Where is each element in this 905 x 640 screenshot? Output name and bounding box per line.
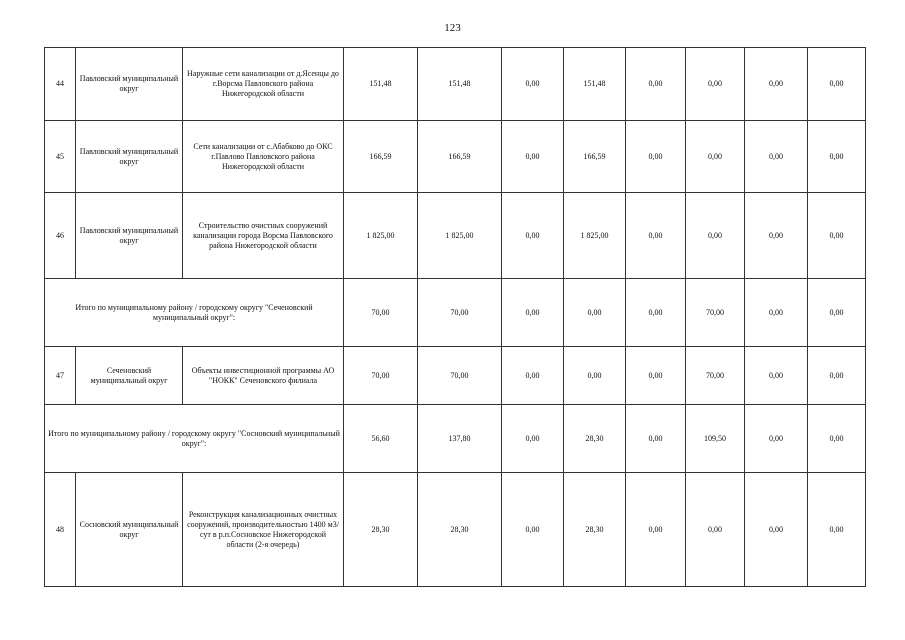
value-cell: 0,00 bbox=[745, 121, 808, 193]
value-cell: 0,00 bbox=[808, 121, 866, 193]
value-cell: 28,30 bbox=[418, 473, 502, 587]
table-row bbox=[45, 193, 866, 279]
object-cell: Реконструкция канализационных очистных сооружений, производительностью 1400 м3/сут в р.п.Сосновское Нижегородской области (2-я очередь) bbox=[183, 473, 344, 587]
value-cell: 151,48 bbox=[344, 48, 418, 121]
total-label: Итого по муниципальному району / городскому округу "Сеченовский муниципальный округ": bbox=[45, 279, 344, 347]
value-cell: 0,00 bbox=[745, 347, 808, 405]
value-cell: 28,30 bbox=[344, 473, 418, 587]
value-cell: 70,00 bbox=[686, 279, 745, 347]
value-cell: 0,00 bbox=[502, 121, 564, 193]
value-cell: 0,00 bbox=[626, 193, 686, 279]
total-row bbox=[45, 279, 866, 347]
budget-table bbox=[44, 47, 866, 587]
value-cell: 0,00 bbox=[808, 347, 866, 405]
row-number: 48 bbox=[45, 473, 76, 587]
value-cell: 137,80 bbox=[418, 405, 502, 473]
value-cell: 166,59 bbox=[344, 121, 418, 193]
value-cell: 70,00 bbox=[344, 279, 418, 347]
value-cell: 28,30 bbox=[564, 405, 626, 473]
municipality-cell: Павловский муниципальный округ bbox=[76, 48, 183, 121]
value-cell: 70,00 bbox=[418, 347, 502, 405]
value-cell: 0,00 bbox=[686, 121, 745, 193]
value-cell: 0,00 bbox=[808, 193, 866, 279]
object-cell: Наружные сети канализации от д.Ясенцы до г.Ворсма Павловского района Нижегородской области bbox=[183, 48, 344, 121]
value-cell: 0,00 bbox=[626, 347, 686, 405]
value-cell: 0,00 bbox=[745, 193, 808, 279]
value-cell: 0,00 bbox=[626, 473, 686, 587]
municipality-cell: Павловский муниципальный округ bbox=[76, 121, 183, 193]
value-cell: 151,48 bbox=[418, 48, 502, 121]
object-cell: Строительство очистных сооружений канализации города Ворсма Павловского района Нижегородской области bbox=[183, 193, 344, 279]
page-number: 123 bbox=[444, 22, 461, 34]
value-cell: 0,00 bbox=[745, 405, 808, 473]
value-cell: 151,48 bbox=[564, 48, 626, 121]
municipality-cell: Павловский муниципальный округ bbox=[76, 193, 183, 279]
value-cell: 0,00 bbox=[745, 279, 808, 347]
value-cell: 0,00 bbox=[626, 48, 686, 121]
municipality-cell: Сосновский муниципальный округ bbox=[76, 473, 183, 587]
object-cell: Объекты инвестиционной программы АО "НОКК" Сеченовского филиала bbox=[183, 347, 344, 405]
value-cell: 56,60 bbox=[344, 405, 418, 473]
value-cell: 0,00 bbox=[808, 48, 866, 121]
value-cell: 0,00 bbox=[808, 405, 866, 473]
value-cell: 0,00 bbox=[686, 473, 745, 587]
total-label: Итого по муниципальному району / городскому округу "Сосновский муниципальный округ": bbox=[45, 405, 344, 473]
total-row bbox=[45, 405, 866, 473]
value-cell: 0,00 bbox=[502, 193, 564, 279]
value-cell: 70,00 bbox=[418, 279, 502, 347]
value-cell: 1 825,00 bbox=[344, 193, 418, 279]
table-row bbox=[45, 48, 866, 121]
value-cell: 109,50 bbox=[686, 405, 745, 473]
value-cell: 166,59 bbox=[564, 121, 626, 193]
value-cell: 1 825,00 bbox=[564, 193, 626, 279]
value-cell: 28,30 bbox=[564, 473, 626, 587]
row-number: 46 bbox=[45, 193, 76, 279]
object-cell: Сети канализации от с.Абабково до ОКС г.Павлово Павловского района Нижегородской области bbox=[183, 121, 344, 193]
value-cell: 0,00 bbox=[564, 279, 626, 347]
value-cell: 0,00 bbox=[686, 48, 745, 121]
value-cell: 0,00 bbox=[502, 279, 564, 347]
value-cell: 0,00 bbox=[502, 405, 564, 473]
value-cell: 0,00 bbox=[564, 347, 626, 405]
value-cell: 0,00 bbox=[502, 48, 564, 121]
value-cell: 0,00 bbox=[808, 473, 866, 587]
row-number: 47 bbox=[45, 347, 76, 405]
value-cell: 1 825,00 bbox=[418, 193, 502, 279]
value-cell: 0,00 bbox=[626, 121, 686, 193]
value-cell: 0,00 bbox=[502, 347, 564, 405]
value-cell: 0,00 bbox=[745, 48, 808, 121]
table-row bbox=[45, 121, 866, 193]
value-cell: 0,00 bbox=[808, 279, 866, 347]
value-cell: 0,00 bbox=[626, 405, 686, 473]
row-number: 44 bbox=[45, 48, 76, 121]
table-row bbox=[45, 473, 866, 587]
value-cell: 70,00 bbox=[686, 347, 745, 405]
municipality-cell: Сеченовский муниципальный округ bbox=[76, 347, 183, 405]
value-cell: 166,59 bbox=[418, 121, 502, 193]
table-row bbox=[45, 347, 866, 405]
row-number: 45 bbox=[45, 121, 76, 193]
value-cell: 0,00 bbox=[502, 473, 564, 587]
value-cell: 0,00 bbox=[686, 193, 745, 279]
value-cell: 70,00 bbox=[344, 347, 418, 405]
value-cell: 0,00 bbox=[626, 279, 686, 347]
value-cell: 0,00 bbox=[745, 473, 808, 587]
